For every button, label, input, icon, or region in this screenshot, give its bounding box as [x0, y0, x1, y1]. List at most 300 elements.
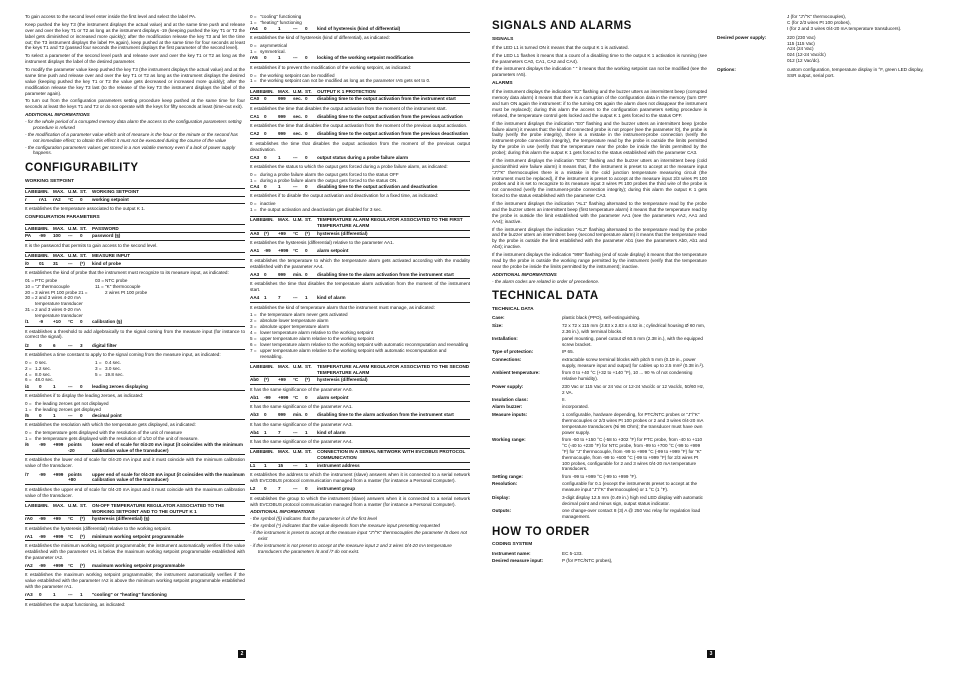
paragraph: It establishes the kind of hysteresis (kind of differential), as indicated:	[250, 35, 390, 41]
tech-value: from -50 to +150 °C (-58 to +302 °F) for PTC probe, from -40 to +110 °C (-40 to +230 °F) for NTC probe, from -99 to +700 °C (-99 to +999 °F) for "J" thermocouple, from -99 to +999 °C (-99 to +999 °F) for "K" thermocouple, from -99 to +600 °C (-99 to +999 °F) for 2/3 wires Pt 100 probes, configurable for 2 and 3 wires 0/4-20 mA temperature transducers.	[562, 437, 703, 472]
param-cell: 1	[264, 295, 267, 301]
notes-title: ADDITIONAL INFORMATIONS	[250, 509, 315, 515]
tech-key: Setting range:	[492, 473, 523, 479]
header-cell: LABEL	[250, 449, 266, 455]
param-cell: maximum working setpoint programmable	[92, 563, 185, 569]
param-cell: -9	[39, 319, 44, 325]
param-cell: instrument address	[317, 462, 360, 468]
option-value: 0.4 sec.	[105, 359, 122, 365]
option-value: inactive	[260, 201, 276, 207]
notes-title: ADDITIONAL INFORMATIONS	[25, 112, 90, 118]
param-cell: hysteresis (differential)	[317, 377, 368, 383]
param-cell: °C	[68, 516, 74, 522]
param-cell: 0	[39, 342, 42, 348]
tech-key: Connections:	[492, 356, 522, 362]
order-option: C (for 2/3 wires Pt 100 probes),	[787, 19, 851, 25]
header-cell: LABEL	[25, 225, 41, 231]
header-cell: MAX.	[278, 88, 290, 94]
param-row	[25, 592, 245, 600]
param-table-header	[250, 362, 470, 377]
option-key: 0 =	[250, 201, 257, 207]
paragraph: It is the password that permits to gain access to the second level.	[25, 242, 158, 248]
option-key: 6 =	[25, 377, 32, 383]
option-value: the temperature alarm never gets activated	[260, 312, 348, 318]
header-cell: MAX.	[53, 502, 65, 508]
param-cell: ---	[68, 413, 73, 419]
option-value: during a probe failure alarm the output gets forced to the status OFF	[260, 171, 399, 177]
option-key: 03 =	[95, 277, 105, 283]
param-cell: sec.	[293, 96, 302, 102]
param-cell: +10	[53, 319, 61, 325]
how-to-order-title: HOW TO ORDER	[492, 525, 590, 538]
param-row	[25, 233, 245, 241]
param-row	[25, 260, 245, 268]
param-cell: 999	[278, 96, 286, 102]
param-cell: minimum working setpoint programmable	[92, 533, 184, 539]
order-value: P (for PTC/NTC probes),	[562, 558, 613, 564]
param-cell: ---	[68, 592, 73, 598]
tech-key: Measure inputs:	[492, 411, 528, 417]
param-cell: ---	[293, 55, 298, 61]
tech-row	[492, 349, 707, 355]
param-cell: 1	[305, 462, 308, 468]
paragraph: It establishes the temperature associated to the output K 1.	[25, 206, 146, 212]
param-cell: 999	[278, 113, 286, 119]
param-row	[250, 486, 470, 494]
header-cell: LABEL	[25, 189, 41, 195]
param-cell: 0	[305, 96, 308, 102]
option-value: lower temperature alarm relative to the working setpoint	[260, 330, 374, 336]
param-cell: instrument group	[317, 486, 356, 492]
param-cell: lower end of scale for 0/4-20 mA input (it coincides with the minimum calibration value of the transducer)	[92, 442, 243, 454]
paragraph: It establishes the group to which the instrument (slave) answers when it is connected to a serial network with EVCOBUS protocol communication managed from a master (for instance a Personal Computer).	[250, 495, 470, 507]
option-key: 0 =	[250, 72, 257, 78]
param-cell: 31	[53, 260, 59, 266]
param-table-header	[25, 188, 245, 197]
option-line	[250, 78, 470, 84]
param-cell: ---	[293, 154, 298, 160]
tech-key: Display:	[492, 494, 510, 500]
paragraph: It establishes if to prevent the modification of the working setpoint, as indicated:	[250, 64, 412, 70]
param-cell: rA5	[250, 55, 258, 61]
tech-value: panel mounting, panel cutout Ø 60.5 mm (2.38 in.), with the equipped screw bracket.	[562, 336, 703, 347]
param-cell: CA1	[250, 113, 260, 119]
header-cell: U.M.	[68, 502, 78, 508]
header-cell: ST.	[80, 252, 87, 258]
param-cell: 0	[264, 412, 267, 418]
param-cell: Ab3	[250, 412, 259, 418]
tech-row	[492, 474, 707, 480]
option-value: 3.0 sec.	[105, 365, 122, 371]
param-cell: (*)	[80, 563, 85, 569]
header-cell: MEASURE INPUT	[92, 252, 131, 258]
header-cell: CONNECTION IN A SERIAL NETWORK WITH EVCOBUS PROTOCOL COMMUNICATION	[317, 449, 466, 461]
param-cell: 15	[278, 462, 284, 468]
option-value: 2 and 3 wires 4-20 mA temperature transducer	[35, 295, 83, 307]
option-value: the leading zeroes get not displayed	[35, 400, 109, 406]
param-cell: disabling time to the alarm activation from the instrument start	[317, 271, 454, 277]
tech-key: Size:	[492, 322, 503, 328]
option-value: upper temperature alarm relative to the working setpoint	[260, 335, 374, 341]
param-row	[25, 197, 245, 205]
param-cell: 1	[278, 184, 281, 190]
param-cell: digital filter	[92, 342, 117, 348]
alarm-paragraph: If the instrument displays the indication "E2" flashing and the buzzer utters an intermittent beep (corrupted memory data alarm) it means that there is a corruption of the configuration data in the memory (turn OFF and turn ON again the instrument: if to the turning ON again the alarm does not disappear the instrument must be replaced); during this alarm the access to the configuration parameters setting procedure is refused, the temperature control gets locked and the output K 1 gets forced to the status OFF.	[492, 89, 707, 118]
option-key: 0 =	[25, 400, 32, 406]
note-item: - the modification of a parameter value which unit of measure is the hour or the minute or the second has not immediate effect; to obtain this effect it must not be executed during the course of the value	[25, 131, 238, 143]
option-key: 0 =	[250, 14, 257, 19]
param-row	[25, 383, 245, 391]
param-row	[250, 463, 470, 471]
header-cell: WORKING SETPOINT	[92, 189, 139, 195]
param-cell: r	[25, 197, 27, 203]
param-cell: output status during a probe failure alarm	[317, 154, 409, 160]
paragraph: It establishes the time that disables the temperature alarm activation from the moment of the instrument start.	[250, 281, 470, 292]
option-value: "heating" functioning	[260, 19, 302, 25]
paragraph: It establishes the time that disables the output activation from the moment of the previous output activation.	[250, 123, 468, 129]
param-cell: 0	[305, 412, 308, 418]
param-cell: hysteresis (differential) (§)	[92, 516, 150, 522]
option-line	[250, 207, 470, 213]
param-cell: 7	[278, 486, 281, 492]
option-key: 0 =	[25, 359, 32, 365]
note-item: - the configuration parameters values get stored in a non volatile memory even if a lack of power supply happens.	[25, 144, 236, 156]
param-cell: AA0	[250, 230, 260, 236]
param-row	[250, 96, 470, 104]
tech-row	[492, 315, 707, 321]
option-key: 3 =	[250, 324, 257, 330]
option-value: 2 and 3 wires 0-20 mA temperature transducer	[35, 307, 83, 319]
param-cell: /4	[25, 383, 29, 389]
option-value: "K" thermocouple	[105, 283, 141, 289]
tech-key: Installation:	[492, 336, 518, 342]
param-cell: rA3	[25, 592, 33, 598]
param-cell: rA2	[25, 563, 33, 569]
tech-value: 1 configurable, hardware depending, for PTC/NTC probes or "J"/"K" thermocouples or 2/3 wires Pt 100 probes or 2 and 3 wires 0/4-20 mA temperature transducers (Ni 96 Ohm); the transducer must have own power supply.	[562, 411, 704, 435]
option-key: 1 =	[250, 19, 257, 25]
option-value: symmetrical.	[260, 49, 286, 55]
option-value: 2 wires Pt 100 probe	[105, 289, 148, 295]
option-value: absolute lower temperature alarm	[260, 318, 329, 324]
header-cell: TEMPERATURE ALARM REGULATOR ASSOCIATED TO THE SECOND TEMPERATURE ALARM	[317, 363, 470, 375]
notes-title: ADDITIONAL INFORMATIONS	[492, 271, 557, 277]
param-cell: 1	[53, 413, 56, 419]
param-cell: "cooling" or "heating" functioning	[92, 592, 167, 598]
header-cell: MAX.	[278, 363, 290, 369]
option-value: 8.0 sec.	[35, 371, 52, 377]
param-cell: +99	[53, 516, 61, 522]
option-value: the working setpoint can be modified	[260, 72, 335, 78]
param-row	[25, 319, 245, 327]
param-row	[25, 516, 245, 524]
param-cell: °C	[293, 248, 299, 254]
param-cell: 0	[305, 131, 308, 137]
paragraph: It establishes the upper end of scale for 0/4-20 mA input and it must coincide with the maximum calibration value of the transducer.	[25, 486, 245, 498]
header-cell: LABEL	[25, 502, 41, 508]
param-cell: ---	[293, 295, 298, 301]
option-key: 1 =	[25, 406, 32, 412]
param-cell: °C	[68, 197, 74, 203]
header-cell: U.M.	[68, 252, 78, 258]
header-cell: ST.	[80, 502, 87, 508]
intro-paragraph: To gain access to the second level enter inside the first level and select the label PA.	[25, 14, 197, 19]
configurability-title: CONFIGURABILITY	[25, 162, 139, 175]
middle-right-column	[492, 14, 707, 566]
param-cell: ---	[68, 342, 73, 348]
param-cell: rA1	[25, 533, 33, 539]
paragraph: It establishes the time that disables the output activation from the moment of the instrument start.	[250, 105, 447, 111]
option-value: PTC probe	[35, 277, 58, 283]
option-key: 1 =	[250, 78, 257, 84]
header-cell: MIN.	[39, 225, 49, 231]
option-key: 1 =	[250, 312, 257, 318]
param-cell: 1	[53, 383, 56, 389]
param-table-header	[25, 252, 245, 261]
param-row	[250, 114, 470, 122]
param-cell: 1	[264, 462, 267, 468]
header-cell: MIN.	[264, 363, 274, 369]
param-cell: 3	[80, 342, 83, 348]
param-cell: (*)	[305, 230, 310, 236]
header-cell: U.M.	[293, 217, 303, 223]
param-cell: /2	[25, 342, 29, 348]
option-key: 2 =	[25, 365, 32, 371]
param-cell: -99	[39, 442, 46, 448]
tech-key: Type of protection:	[492, 349, 534, 355]
param-cell: 0	[39, 383, 42, 389]
option-value: asymmetrical	[260, 43, 288, 49]
param-cell: +999	[53, 533, 64, 539]
param-cell: °C	[293, 394, 299, 400]
param-cell: CA2	[250, 131, 260, 137]
tech-value: extractable screw terminal blocks with pitch 5 mm (0.19 in., power supply, measure input and output) for cables up to 2.5 mm² (0.38 in.²).	[562, 356, 705, 368]
option-key: 0 =	[25, 430, 32, 436]
header-cell: MIN.	[264, 449, 274, 455]
option-key: 30 =	[25, 295, 35, 301]
order-value: EC 5-133.	[562, 550, 583, 556]
param-cell: 0	[264, 154, 267, 160]
paragraph: It establishes a time constant to apply to the signal coming from the measure input, as indicated:	[25, 351, 221, 357]
alarm-paragraph: If the instrument displays the indication "E0C" flashing and the buzzer utters an intermittent beep (cold junction/third wire failure alarm) it means that, if the instrument is preset to accept at the measure input "J"/"K" thermocouples there is a mistake in the cold junction temperature measuring circuit (the instrument must be replaced), if the instrument is preset to accept at the measure input 2/3 wires Pt 100 probes and it is set to recognize to its measure input 3 wires Pt 100 probes the third wire of the probe is not connected (verify the instrument-probe connection integrity); during this alarm the output K 1 gets forced to the status established with the parameter CA3.	[492, 157, 707, 199]
param-cell: 0	[305, 394, 308, 400]
technical-data-title: TECHNICAL DATA	[492, 290, 599, 303]
paragraph: It establishes the hysteresis (differential) relative to the working setpoint.	[25, 525, 172, 531]
left-column	[25, 14, 245, 610]
tech-value: from 0 to +40 °C (+32 to +140 °F), 10 ... 90 % of not condensing relative humidity).	[562, 370, 693, 382]
param-cell: Ab1	[250, 394, 259, 400]
tech-row	[492, 508, 707, 520]
paragraph: It has the same significance of the parameter AA3.	[250, 421, 353, 427]
param-cell: 999	[278, 412, 286, 418]
param-row	[250, 55, 470, 63]
paragraph: It establishes a threshold to add algebraically to the signal coming from the measure input (for instance to correct the signal).	[25, 328, 245, 340]
param-cell: (*)	[305, 377, 310, 383]
param-cell: rA1	[39, 197, 47, 203]
param-cell: (*)	[264, 230, 269, 236]
middle-left-column	[250, 14, 470, 556]
alarm-paragraph: If the instrument displays the indication "E0" flashing and the buzzer utters an intermittent beep (probe failure alarm) it means that: the kind of connected probe is not proper (see the parameter /0), the probe is faulty (verify the probe integrity), there is a mistake in the instrument-probe connection (verify the instrument-probe connection integrity), the temperature read by the probe is outside the limits permitted by the probe in use (verify that the temperature near the probe be inside the limits permitted by the probe); during this alarm the output K 1 gets forced to the status established with the parameter CA3.	[492, 120, 707, 156]
header-cell: ST.	[305, 449, 312, 455]
param-cell: L2	[250, 486, 256, 492]
param-cell: +999	[53, 442, 64, 448]
option-value: upper temperature alarm relative to the working setpoint with automatic reconmputation and reenabling.	[259, 347, 447, 359]
paragraph: It establishes the lower end of scale for 0/4-20 mA input and it must coincide with the minimum calibration value of the transducer.	[25, 457, 245, 469]
paragraph: It has the same significance of the parameter AA4.	[250, 439, 353, 445]
option-value: NTC probe	[105, 277, 128, 283]
option-value: "J" thermocouple	[35, 283, 70, 289]
order-value: 220 (230 Vac) 115 (115 Vac) A24 (24 Vac) 024 (12-24 Vac/dc) 012 (12 Vac/dc).	[787, 34, 826, 64]
param-cell: sec.	[293, 113, 302, 119]
param-cell: 0	[305, 26, 308, 32]
param-cell: 0	[305, 486, 308, 492]
header-cell: MIN.	[39, 502, 49, 508]
header-cell: U.M.	[293, 363, 303, 369]
paragraph: It establishes the maximum working setpoint programmable; the instrument automatically verifies if the value established with the parameter rA2 is above the minimum working setpoint programmable established with the parameter rA1.	[25, 572, 245, 590]
param-cell: ---	[293, 462, 298, 468]
param-cell: 1	[264, 429, 267, 435]
signal-paragraph: If the LED L1 flashes it means that a count of a disabling time to the output K 1 activation is running (see the parameters CA0, CA1, CA2 and CA4).	[492, 52, 707, 64]
order-row	[492, 551, 707, 557]
tech-row	[492, 412, 707, 436]
option-key: 01 =	[25, 277, 35, 283]
option-value: the leading zeroes get displayed	[35, 406, 101, 412]
param-cell: ---	[68, 383, 73, 389]
tech-value: 230 Vac or 115 Vac or 24 Vac or 12-24 Vac/dc or 12 Vac/dc, 50/60 Hz, 2 VA.	[562, 383, 705, 395]
tech-key: Insulation class:	[492, 396, 528, 402]
paragraph: It establishes if to display the leading zeroes, as indicated:	[25, 393, 144, 398]
header-cell: U.M.	[68, 189, 78, 195]
param-row	[250, 184, 470, 192]
param-cell: 0	[80, 319, 83, 325]
tech-row	[492, 437, 707, 472]
order-option: J (for "J"/"K" thermocouples),	[787, 14, 847, 19]
option-value: the working setpoint can not be modified as long as the parameter rA5 gets set to 0.	[260, 78, 431, 84]
param-cell: 999	[278, 131, 286, 137]
tech-row	[492, 404, 707, 410]
param-cell: -99	[39, 233, 46, 239]
param-cell: 0	[264, 55, 267, 61]
option-key: 1 =	[250, 177, 257, 183]
param-cell: 0	[305, 154, 308, 160]
order-value: custom configuration, temperature display in °F, green LED display, SSR output, serial port.	[787, 67, 924, 78]
param-cell: -99	[39, 471, 46, 477]
header-cell: U.M.	[68, 225, 78, 231]
option-key: 6 =	[250, 341, 257, 347]
param-cell: 1	[305, 429, 308, 435]
page-number-left: 2	[238, 650, 246, 658]
param-cell: +99	[278, 230, 286, 236]
alarm-paragraph: If the instrument displays the indication "999" flashing (end of scale display) it means that the temperature read by the probe is outside the working range permitted by the instrument (verify that the temperature near the probe be inside the limits permitted by the instrument); inactive.	[492, 252, 707, 269]
param-cell: +999	[53, 563, 64, 569]
param-cell: 0	[305, 55, 308, 61]
param-cell: disabling time to the alarm activation from the instrument start	[317, 412, 454, 418]
param-cell: decimal point	[92, 413, 122, 419]
paragraph: It establishes the hysteresis (differential) relative to the parameter AA1.	[250, 240, 394, 246]
param-cell: 0	[264, 113, 267, 119]
param-cell: /5	[25, 413, 29, 419]
header-cell: U.M.	[293, 449, 303, 455]
order-key: Desired power supply:	[717, 34, 767, 40]
param-cell: disabling time to the output activation from the previous deactivation	[317, 131, 469, 137]
param-table-header	[25, 224, 245, 233]
param-cell: +999	[53, 471, 64, 477]
tech-value: incorporated.	[562, 404, 589, 410]
param-cell: 0	[264, 96, 267, 102]
param-cell: 1	[305, 295, 308, 301]
param-cell: ---	[293, 429, 298, 435]
param-row	[250, 430, 470, 438]
header-cell: ST.	[305, 363, 312, 369]
signal-paragraph: If the instrument displays the indication " " it means that the working setpoint can not be modified (see the parameters rA5).	[492, 66, 707, 78]
param-row	[250, 394, 470, 402]
tech-value: one change-over contact 8 (3) A @ 250 Vac relay for regulation load management.	[562, 508, 701, 519]
option-value: 48.0 sec.	[35, 377, 54, 383]
param-cell: /1	[25, 319, 29, 325]
tech-value: plastic black (PPO), self-extinguishing.	[562, 315, 641, 321]
param-cell: ---	[293, 486, 298, 492]
param-cell: disabling time to the output activation and deactivation	[317, 184, 438, 190]
param-cell: (*)	[80, 533, 85, 539]
tech-key: Working range:	[492, 437, 526, 442]
param-cell: ---	[68, 233, 73, 239]
tech-row	[492, 357, 707, 369]
tech-value: 72 x 72 x 115 mm (2.83 x 2.83 x 4.52 in.; cylindrical housing Ø 60 mm, 2.36 in.), with terminal blocks.	[562, 322, 706, 334]
header-cell: LABEL	[25, 252, 41, 258]
option-key: 20 =	[25, 289, 35, 295]
option-key: 2 =	[250, 318, 257, 324]
order-key: Instrument name:	[492, 550, 531, 556]
param-cell: 0	[264, 184, 267, 190]
signal-paragraph: If the LED L1 is turned ON it means that the output K 1 is activated.	[492, 44, 629, 50]
param-cell: °C	[68, 319, 74, 325]
paragraph: It establishes the address to which the instrument (slave) answers when it is connected to a serial network with EVCOBUS protocol communication managed from a master (for instance a Personal Computer).	[250, 472, 470, 484]
option-key: 1 =	[250, 207, 257, 213]
param-cell: kind of probe	[92, 260, 122, 266]
param-cell: disabling time to the output activation from the previous activation	[317, 113, 463, 119]
paragraph: It establishes the time that disables the output activation from the moment of the previous output deactivation.	[250, 140, 470, 152]
tech-row	[492, 397, 707, 403]
param-row	[250, 377, 470, 385]
param-cell: CA4	[250, 184, 260, 190]
param-row	[25, 534, 245, 542]
param-cell: alarm setpoint	[317, 248, 349, 254]
option-key: 5 =	[250, 335, 257, 341]
header-cell: ST.	[305, 217, 312, 223]
order-option: I (for 2 and 3 wires 0/4-20 mA temperature transducers).	[787, 25, 902, 31]
option-line	[25, 295, 245, 307]
alarm-paragraph: If the instrument displays the indication "AL2" flashing alternated to the temperature read by the probe and the buzzer utters an intermittent beep (second temperature alarm) it means that the temperature read by the probe is outside the limit established with the parameter Ab1 (see the parameters Ab0, Ab1 and Ab4); inactive.	[492, 226, 707, 250]
param-cell: 0	[264, 271, 267, 277]
param-cell: Ab0	[250, 377, 259, 383]
option-key: 7 =	[250, 347, 257, 353]
tech-row	[492, 370, 707, 382]
paragraph: It has the same significance of the parameter AA1.	[250, 404, 353, 410]
header-cell: MAX.	[53, 189, 65, 195]
param-cell: ---	[293, 26, 298, 32]
param-cell: 7	[278, 429, 281, 435]
param-cell: 0	[264, 26, 267, 32]
option-key: 3 =	[95, 365, 102, 371]
param-cell: /0	[25, 260, 29, 266]
param-cell: 6	[53, 342, 56, 348]
header-cell: TEMPERATURE ALARM REGULATOR ASSOCIATED TO THE FIRST TEMPERATURE ALARM	[317, 217, 463, 229]
header-cell: MIN.	[39, 252, 49, 258]
option-value: 0 sec.	[35, 359, 48, 365]
option-key: 1 =	[25, 436, 32, 442]
param-cell: °C	[293, 377, 299, 383]
order-key: Desired measure input:	[492, 558, 544, 564]
option-key: 11 =	[95, 283, 104, 289]
